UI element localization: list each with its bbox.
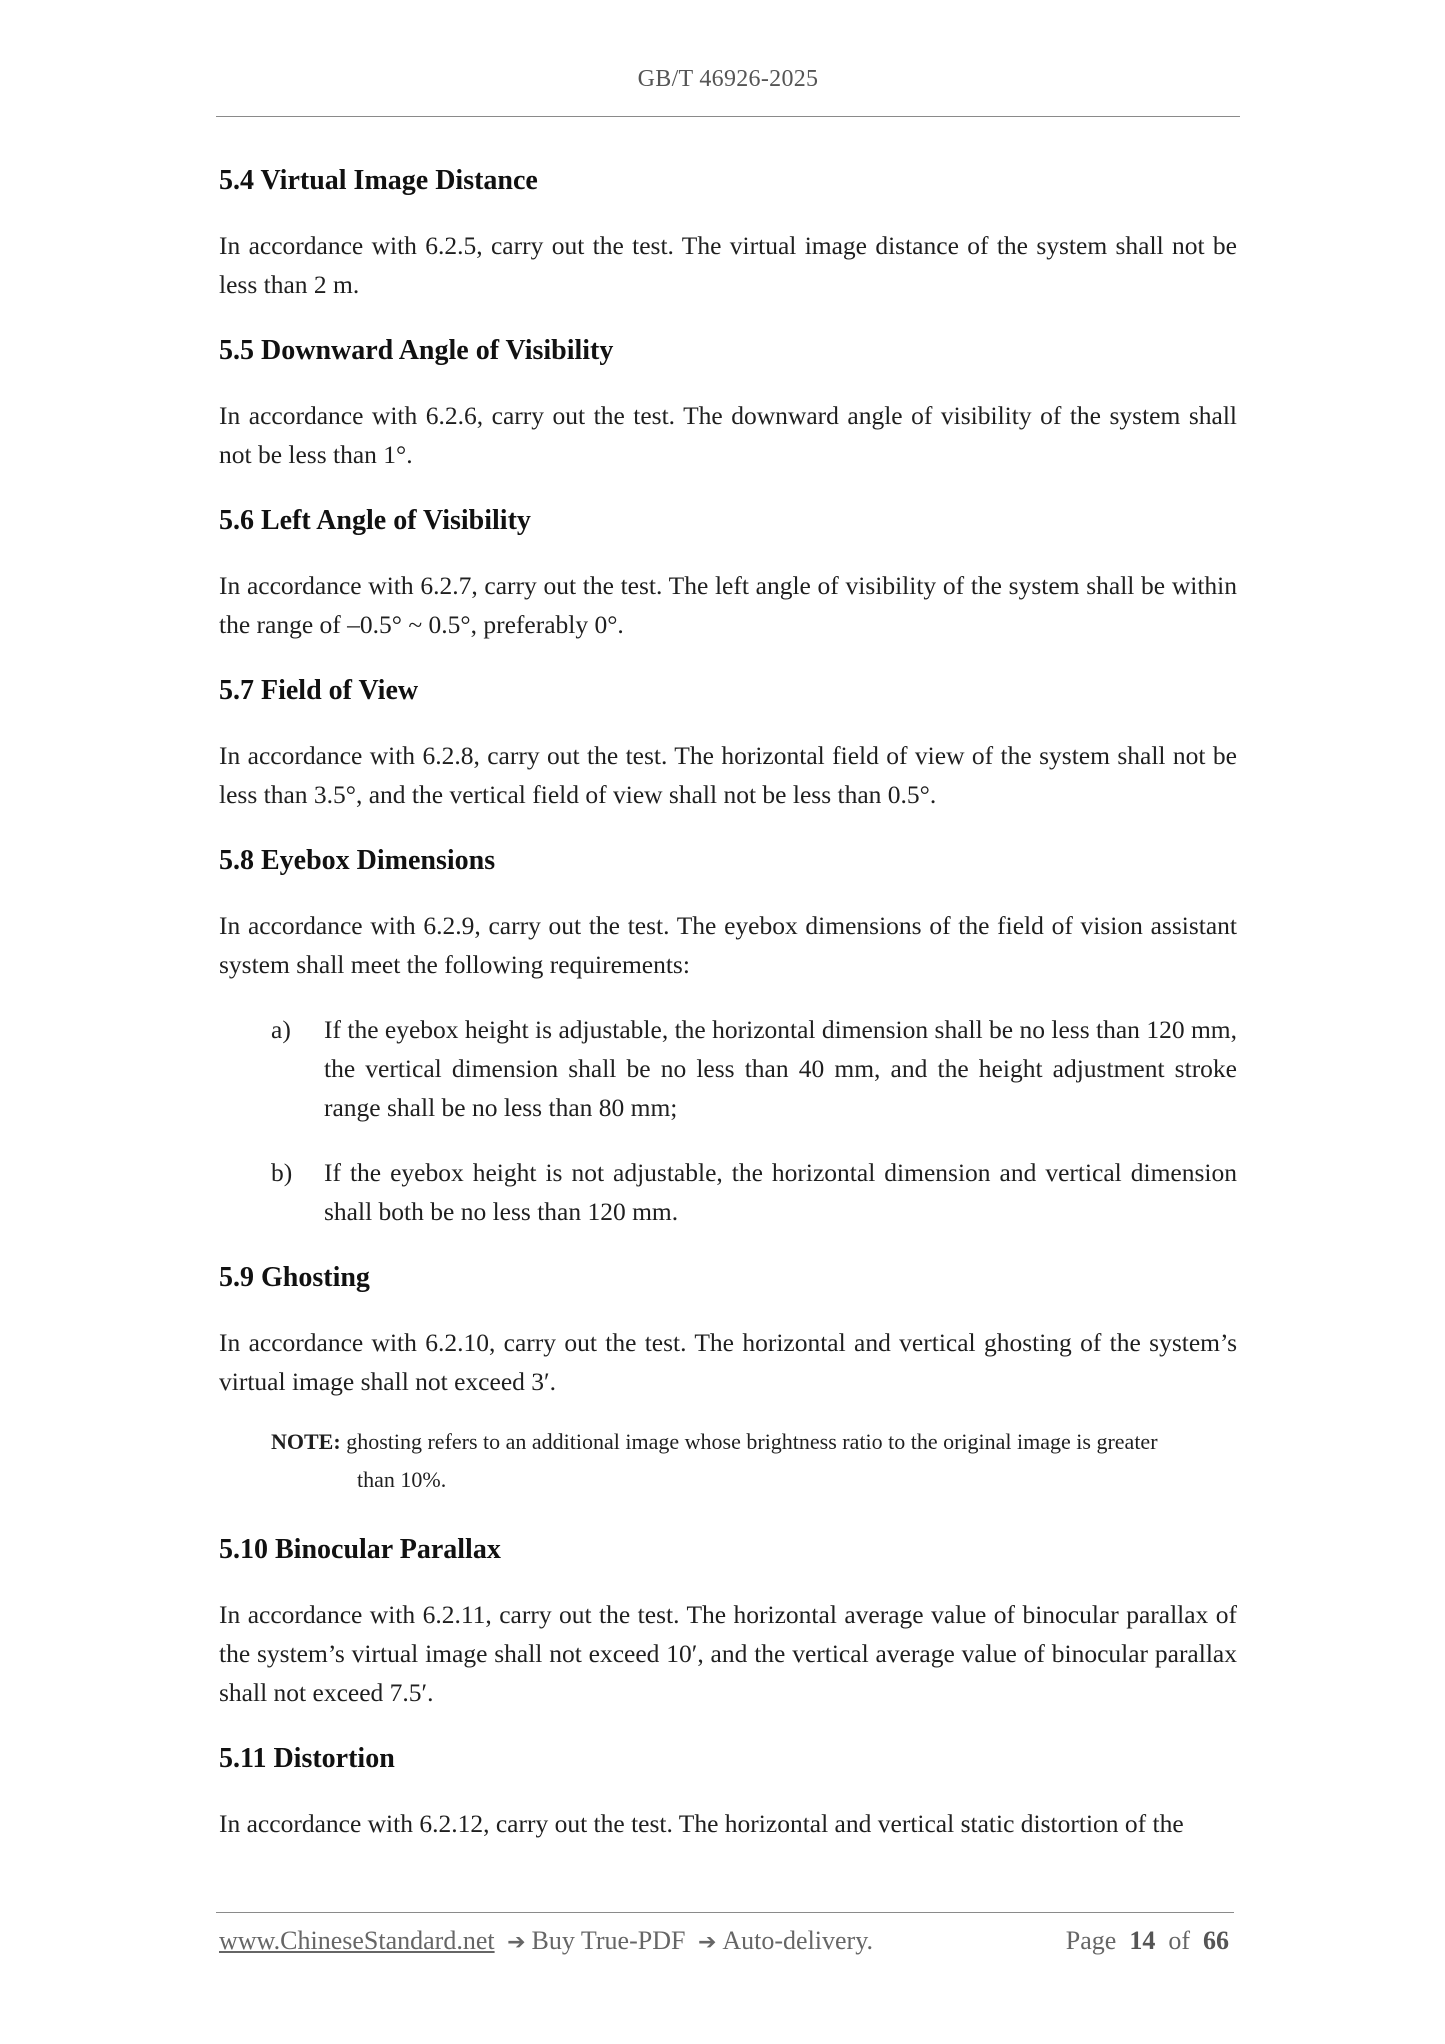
list-item	[219, 1010, 1237, 1127]
list-marker: a)	[271, 1015, 291, 1044]
section-paragraph: In accordance with 6.2.9, carry out the test. The eyebox dimensions of the field of vision assistant system shall meet the following requirements:	[219, 911, 1237, 979]
section-paragraph: In accordance with 6.2.5, carry out the test. The virtual image distance of the system shall not be less than 2 m.	[219, 231, 1237, 299]
of-label: of	[1168, 1926, 1190, 1955]
list-item-text: If the eyebox height is adjustable, the horizontal dimension shall be no less than 120 mm, the vertical dimension shall be no less than 40 mm, and the height adjustment stroke range shall be no less than 80 mm;	[324, 1015, 1237, 1122]
section-5-11	[219, 1738, 1237, 1843]
section-5-10	[219, 1529, 1237, 1712]
page-label: Page	[1065, 1926, 1117, 1955]
section-heading: 5.9 Ghosting	[219, 1262, 370, 1293]
header-divider	[216, 116, 1240, 117]
section-heading: 5.7 Field of View	[219, 675, 419, 706]
buy-text: Buy True-PDF	[531, 1926, 686, 1955]
list-marker: b)	[271, 1158, 293, 1187]
list-item	[219, 1153, 1237, 1231]
section-paragraph: In accordance with 6.2.7, carry out the test. The left angle of visibility of the system shall be within the range of –0.5° ~ 0.5°, preferably 0°.	[219, 571, 1237, 639]
arrow-right-icon: ➔	[697, 1930, 717, 1955]
note	[271, 1423, 1237, 1499]
current-page: 14	[1129, 1926, 1156, 1955]
section-5-5	[219, 330, 1237, 474]
section-paragraph: In accordance with 6.2.6, carry out the test. The downward angle of visibility of the system shall not be less than 1°.	[219, 401, 1237, 469]
main-content	[219, 160, 1237, 1869]
footer-divider	[216, 1912, 1234, 1913]
section-heading: 5.8 Eyebox Dimensions	[219, 845, 496, 876]
section-paragraph: In accordance with 6.2.8, carry out the test. The horizontal field of view of the system shall not be less than 3.5°, and the vertical field of view shall not be less than 0.5°.	[219, 741, 1237, 809]
section-paragraph: In accordance with 6.2.11, carry out the test. The horizontal average value of binocular parallax of the system’s virtual image shall not exceed 10′, and the vertical average value of binocular parallax shall not exceed 7.5′.	[219, 1600, 1237, 1707]
section-heading: 5.11 Distortion	[219, 1743, 395, 1774]
section-5-6	[219, 500, 1237, 644]
page-number	[1066, 1926, 1229, 1956]
section-paragraph: In accordance with 6.2.10, carry out the test. The horizontal and vertical ghosting of the system’s virtual image shall not exceed 3′.	[219, 1328, 1237, 1396]
note-label: NOTE:	[271, 1429, 341, 1454]
total-pages: 66	[1203, 1926, 1229, 1955]
section-5-4	[219, 160, 1237, 304]
site-link[interactable]: www.ChineseStandard.net	[219, 1926, 495, 1955]
section-5-8	[219, 840, 1237, 1231]
list-item-text: If the eyebox height is not adjustable, the horizontal dimension and vertical dimension shall both be no less than 120 mm.	[324, 1158, 1237, 1226]
section-heading: 5.4 Virtual Image Distance	[219, 165, 538, 196]
page-footer	[219, 1926, 1229, 1966]
section-5-7	[219, 670, 1237, 814]
delivery-text: Auto-delivery.	[722, 1926, 874, 1955]
section-heading: 5.6 Left Angle of Visibility	[219, 505, 531, 536]
section-paragraph: In accordance with 6.2.12, carry out the test. The horizontal and vertical static distortion of the	[219, 1809, 1184, 1838]
running-header: GB/T 46926-2025	[637, 66, 819, 92]
arrow-right-icon: ➔	[507, 1930, 526, 1955]
note-text: ghosting refers to an additional image whose brightness ratio to the original image is greater	[346, 1429, 1158, 1454]
footer-promo	[219, 1926, 873, 1956]
section-heading: 5.10 Binocular Parallax	[219, 1534, 501, 1565]
note-text-continuation: than 10%.	[357, 1467, 447, 1492]
section-heading: 5.5 Downward Angle of Visibility	[219, 335, 614, 366]
requirements-list	[219, 1010, 1237, 1231]
section-5-9	[219, 1257, 1237, 1499]
